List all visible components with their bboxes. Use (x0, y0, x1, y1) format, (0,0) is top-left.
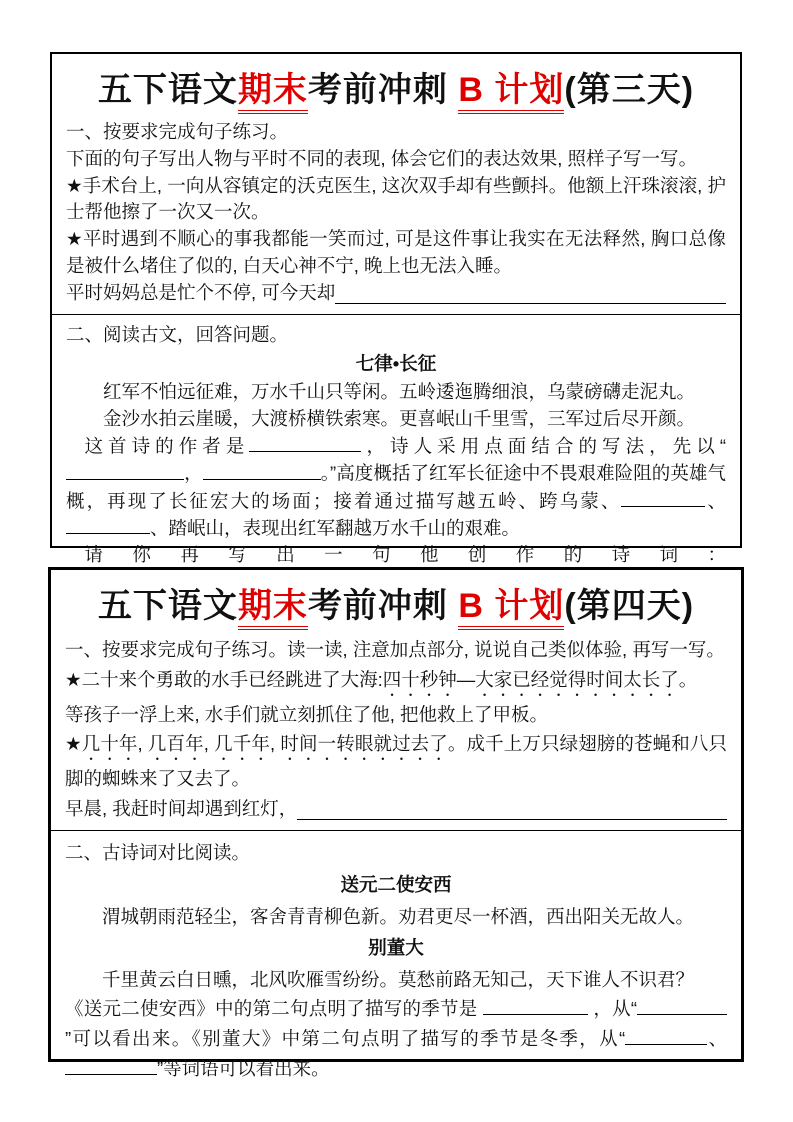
section-divider (51, 830, 741, 831)
poem-title-biedongda: 别董大 (368, 937, 424, 959)
answer-blank (621, 488, 705, 508)
answer-blank (66, 460, 184, 480)
title-text: 考前冲刺 (307, 71, 459, 109)
question-text: 、 (707, 1027, 727, 1049)
fill-in-prompt (66, 280, 726, 307)
title-text: (第三天) (564, 71, 695, 109)
answer-blank (249, 433, 361, 453)
question-text: 这首诗的作者是 (84, 435, 250, 457)
poem-line: 渭城朝雨范轻尘，客舍青青柳色新。劝君更尽一杯酒，西出阳关无故人。 (102, 905, 695, 927)
question-paragraph (65, 994, 727, 1083)
poem-line: 千里黄云白日曛，北风吹雁雪纷纷。莫愁前路无知己，天下谁人不识君？ (102, 968, 695, 990)
question-text: ， (184, 462, 203, 484)
sentence-text: ★二十来个勇敢的水手已经跳进了大海: (65, 668, 383, 690)
answer-blank (203, 460, 321, 480)
example-sentence-1-cont: 等孩子一浮上来, 水手们就立刻抓住了他, 把他救上了甲板。 (65, 703, 549, 725)
title-text: 五下语文 (97, 71, 238, 109)
prompt-text: 早晨, 我赶时间却遇到红灯， (65, 797, 298, 819)
title-text: (第四天) (564, 587, 695, 625)
example-sentence-1 (65, 665, 727, 700)
poem-title-changzheng: 七律•长征 (355, 352, 437, 374)
panel-body (65, 635, 727, 1083)
section2-heading: 二、阅读古文，回答问题。 (66, 323, 289, 345)
emphasized-text: 四十秒钟—大家已经觉得时间太长了。 (382, 668, 698, 690)
poem-title-songyuaner: 送元二使安西 (340, 873, 452, 895)
title-text: 考前冲刺 (307, 587, 459, 625)
question-text: 。”高度概括了红军长征途中不畏艰难险阻的英雄气概，再现了长征宏大的场面；接着通过描写越五岭、跨乌蒙、 (66, 462, 726, 512)
worksheet-title-day3 (66, 62, 726, 111)
question-text: ”等词语可以看出来。 (157, 1057, 330, 1079)
section-divider (52, 314, 740, 315)
answer-blank (637, 996, 727, 1016)
title-highlight-qimo: 期末 (238, 587, 308, 630)
worksheet-panel-day4 (48, 567, 744, 1079)
poem-line: 红军不怕远征难，万水千山只等闲。五岭逶迤腾细浪，乌蒙磅礴走泥丸。 (103, 381, 696, 403)
answer-blank (483, 996, 588, 1016)
sentence-text: 。成千上万只绿翅膀的苍蝇和八只脚的蜘蛛来了又去了。 (65, 733, 727, 790)
question-text: ，从“ (587, 998, 637, 1020)
worksheet-title-day4 (65, 578, 727, 627)
panel-body (66, 119, 726, 596)
example-sentence-2 (65, 729, 727, 794)
question-text: ，诗人采用点面结合的写法，先以“ (361, 435, 726, 457)
worksheet-panel-day3 (50, 52, 742, 566)
example-sentence-1: ★手术台上, 一向从容镇定的沃克医生, 这次双手却有些颤抖。他额上汗珠滚滚, 护士帮他擦了一次又一次。 (66, 174, 726, 223)
question-text: ”可以看出来。《别董大》中第二句点明了描写的季节是冬季，从“ (65, 1027, 626, 1049)
section1-heading: 一、按要求完成句子练习。读一读, 注意加点部分, 说说自己类似体验, 再写一写。 (65, 639, 725, 660)
sentence-text: ★ (65, 733, 82, 755)
answer-blank (66, 515, 150, 535)
section1-intro: 下面的句子写出人物与平时不同的表现, 体会它们的表达效果, 照样子写一写。 (66, 147, 698, 169)
fill-in-prompt (65, 794, 727, 824)
question-text: 、 (705, 490, 726, 512)
question-paragraph (66, 433, 726, 542)
answer-blank (65, 1055, 157, 1075)
question-text: 《送元二使安西》中的第二句点明了描写的季节是 (65, 998, 483, 1020)
answer-blank (625, 1025, 707, 1045)
title-highlight-qimo: 期末 (238, 71, 308, 114)
answer-blank (297, 801, 727, 821)
answer-blank (335, 284, 726, 304)
question-text: 请你再写出一句他创作的诗词： (84, 544, 726, 566)
section1-heading: 一、按要求完成句子练习。 (66, 121, 289, 142)
emphasized-text: 几十年, 几百年, 几千年, 时间一转眼就过去了 (81, 733, 448, 755)
question-text: 、踏岷山，表现出红军翻越万水千山的艰难。 (150, 517, 521, 539)
example-sentence-2: ★平时遇到不顺心的事我都能一笑而过, 可是这件事让我实在无法释然, 胸口总像是被什么堵住了似的, 白天心神不宁, 晚上也无法入睡。 (66, 228, 726, 277)
prompt-text: 平时妈妈总是忙个不停, 可今天却 (66, 281, 336, 303)
title-text: 五下语文 (97, 587, 238, 625)
title-highlight-plan-b: B 计划 (458, 71, 564, 114)
poem-line: 金沙水拍云崖暖，大渡桥横铁索寒。更喜岷山千里雪，三军过后尽开颜。 (103, 408, 696, 430)
section2-heading: 二、古诗词对比阅读。 (65, 842, 251, 864)
title-highlight-plan-b: B 计划 (458, 587, 564, 630)
